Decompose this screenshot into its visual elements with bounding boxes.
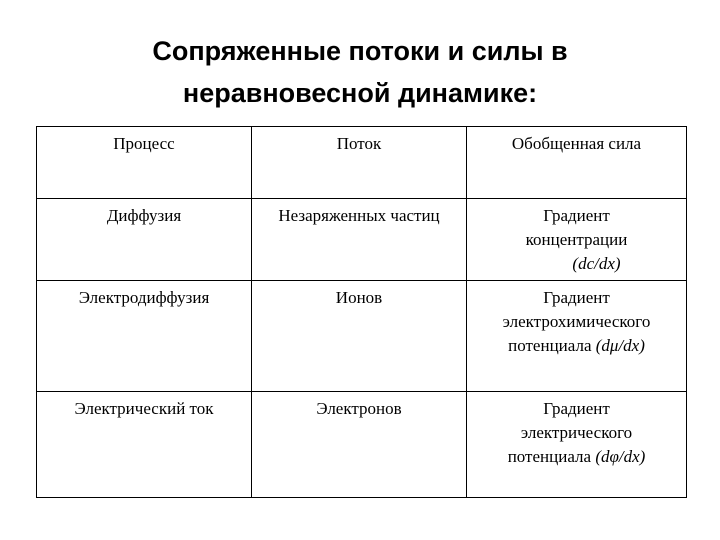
cell-flux: Электронов xyxy=(252,392,467,498)
force-formula: (dc/dx) xyxy=(572,254,621,273)
force-formula: (dμ/dx) xyxy=(595,336,645,355)
force-text: концентрации xyxy=(525,230,628,249)
cell-process: Электрический ток xyxy=(37,392,252,498)
table-row xyxy=(37,199,687,281)
force-text: Градиент xyxy=(543,399,610,418)
header-flux: Поток xyxy=(252,127,467,199)
table-header-row xyxy=(37,127,687,199)
cell-force xyxy=(467,199,687,281)
force-text: электрохимического xyxy=(502,312,651,331)
force-text: потенциала xyxy=(508,336,592,355)
cell-process: Диффузия xyxy=(37,199,252,281)
force-text-with-formula xyxy=(471,445,682,469)
slide-title xyxy=(0,30,720,114)
flux-force-table xyxy=(36,126,687,498)
cell-process: Электродиффузия xyxy=(37,281,252,392)
header-process: Процесс xyxy=(37,127,252,199)
force-formula: (dφ/dx) xyxy=(595,447,646,466)
cell-force xyxy=(467,392,687,498)
force-text-with-formula xyxy=(471,334,682,358)
header-force: Обобщенная сила xyxy=(467,127,687,199)
force-text: электрического xyxy=(520,423,633,442)
force-text: потенциала xyxy=(507,447,592,466)
force-text: Градиент xyxy=(543,288,610,307)
cell-flux: Незаряженных частиц xyxy=(252,199,467,281)
slide-title-line-2: неравновесной динамике: xyxy=(182,78,538,108)
table-row xyxy=(37,392,687,498)
slide-title-line-1: Сопряженные потоки и силы в xyxy=(152,36,568,66)
cell-force xyxy=(467,281,687,392)
table-row xyxy=(37,281,687,392)
cell-flux: Ионов xyxy=(252,281,467,392)
force-text: Градиент xyxy=(543,206,610,225)
